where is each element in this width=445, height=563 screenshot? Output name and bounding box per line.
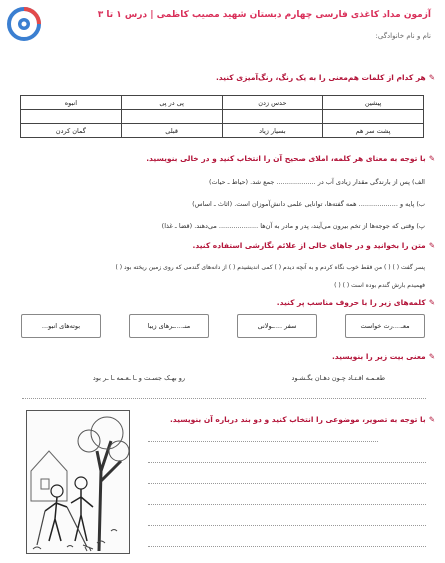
answer-line[interactable] xyxy=(148,546,426,547)
table-cell: قبلی xyxy=(121,124,222,138)
table-row xyxy=(21,124,424,138)
pencil-icon: ✎ xyxy=(428,415,435,424)
pencil-icon: ✎ xyxy=(428,73,435,82)
table-cell: انبوه xyxy=(21,96,122,110)
answer-line[interactable] xyxy=(148,504,426,505)
verse-first-half: طعـمـه اقـتـاد چـون دهـان بگـشـود xyxy=(291,374,385,382)
question-3-line-1: پسر گفت ( ) ( ) من فقط خوب نگاه کردم و به آنچه دیدم ( ) کمی اندیشیدم ( ) از دانه‌های گندمی که روی زمین ریخته بود ( ) xyxy=(115,264,425,271)
question-4-prompt: ✎کلمه‌های زیر را با حروف مناسب پر کنید. xyxy=(276,298,435,307)
page-title: آزمون مداد کاغذی فارسی چهارم دبستان شهید مصیب کاظمی | درس ۱ تا ۳ xyxy=(97,10,431,20)
pencil-icon: ✎ xyxy=(428,298,435,307)
question-3-line-2: فهمیدم بارش گندم بوده است ( ) ( ) xyxy=(334,282,425,289)
table-cell: حدس زدن xyxy=(222,96,323,110)
word-box: منـ....ـرهای زیبا xyxy=(129,314,209,338)
word-box-row xyxy=(20,314,425,340)
word-box: بوته‌های انبو... xyxy=(21,314,101,338)
question-2-item-a: الف) پس از بارندگی مقدار زیادی آب در ................... جمع شد. (حیاط ـ حیات) xyxy=(208,178,425,186)
answer-line[interactable] xyxy=(148,462,426,463)
answer-line[interactable] xyxy=(22,398,426,399)
verse-second-half: رو بهـک جسـت و ـا ـعـمه ـا ـر بود xyxy=(92,374,185,382)
question-3-prompt: ✎متن را بخوانید و در جاهای خالی از علائم نگارشی استفاده کنید. xyxy=(192,241,435,250)
table-cell xyxy=(323,110,424,124)
student-name-label: نام و نام خانوادگی: xyxy=(375,32,431,40)
pencil-icon: ✎ xyxy=(428,154,435,163)
question-2-item-b: ب) پایه و ................... همه گفته‌ها، توانایی علمی دانش‌آموزان است. (اثاث ـ اساس) xyxy=(192,200,425,208)
question-2-prompt: ✎با توجه به معنای هر کلمه، املای صحیح آن را انتخاب کنید و در خالی بنویسید. xyxy=(146,154,435,163)
pencil-icon: ✎ xyxy=(428,352,435,361)
question-1-prompt: ✎هر کدام از کلمات هم‌معنی را به یک رنگ، رنگ‌آمیزی کنید. xyxy=(215,73,435,82)
word-box: سفر ....ـولانی xyxy=(237,314,317,338)
table-cell: پی در پی xyxy=(121,96,222,110)
table-cell: بسیار زیاد xyxy=(222,124,323,138)
answer-line[interactable] xyxy=(148,483,426,484)
table-cell xyxy=(121,110,222,124)
table-cell xyxy=(21,110,122,124)
school-logo-icon xyxy=(6,6,42,42)
table-row xyxy=(21,110,424,124)
table-cell xyxy=(222,110,323,124)
pencil-icon: ✎ xyxy=(428,241,435,250)
question-6-prompt: ✎با توجه به تصویر، موضوعی را انتخاب کنید و دو بند درباره آن بنویسید. xyxy=(169,415,435,424)
answer-line[interactable] xyxy=(148,441,378,442)
table-row xyxy=(21,96,424,110)
word-box: معـ....رت خواست xyxy=(345,314,425,338)
synonym-table xyxy=(20,95,424,138)
answer-line[interactable] xyxy=(148,525,426,526)
question-2-item-c: پ) وقتی که جوجه‌ها از تخم بیرون می‌آیند، پدر و مادر به آن‌ها ................... می‌دهند. (قضا ـ غذا) xyxy=(161,222,425,230)
question-5-prompt: ✎معنی بیت زیر را بنویسید. xyxy=(331,352,435,361)
table-cell: گمان کردن xyxy=(21,124,122,138)
table-cell: پشت سر هم xyxy=(323,124,424,138)
table-cell: پیشین xyxy=(323,96,424,110)
children-raking-illustration xyxy=(26,410,130,554)
